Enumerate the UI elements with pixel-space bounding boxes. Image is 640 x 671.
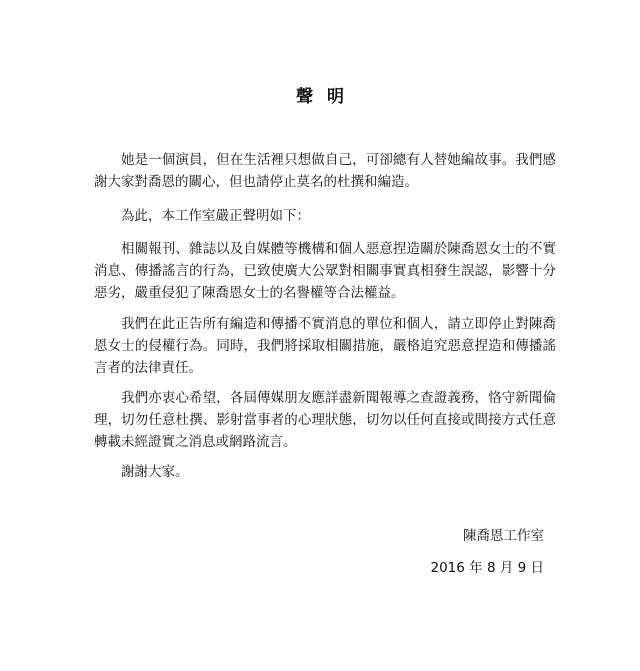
paragraph-declaration-lead: 為此，本工作室嚴正聲明如下： xyxy=(121,208,310,224)
paragraph-warning: 我們在此正告所有編造和傳播不實消息的單位和個人，請立即停止對陳喬恩女士的侵權行為。同時，我們將採取相關措施，嚴格追究惡意捏造和傳播謠言者的法律責任。 xyxy=(94,316,556,376)
document-title: 聲明 xyxy=(296,87,358,107)
paragraph-media-request: 我們亦衷心希望，各屆傳媒朋友應詳盡新聞報導之查證義務，恪守新聞倫理，切勿任意杜撰、影射當事者的心理狀態，切勿以任何直接或間接方式任意轉載未經證實之消息或網路流言。 xyxy=(94,390,556,450)
signer-name: 陳喬恩工作室 xyxy=(463,528,544,544)
paragraph-thanks: 謝謝大家。 xyxy=(121,464,189,480)
statement-date: 2016 年 8 月 9 日 xyxy=(430,560,544,576)
paragraph-accusation: 相關報刊、雜誌以及自媒體等機構和個人惡意捏造關於陳喬恩女士的不實消息、傳播謠言的行為，已致使廣大公眾對相關事實真相發生誤認，影響十分惡劣，嚴重侵犯了陳喬恩女士的名譽權等合法權益。 xyxy=(94,241,556,301)
paragraph-intro: 她是一個演員，但在生活裡只想做自己，可卻總有人替她編故事。我們感謝大家對喬恩的關心，但也請停止莫名的杜撰和編造。 xyxy=(94,152,556,190)
